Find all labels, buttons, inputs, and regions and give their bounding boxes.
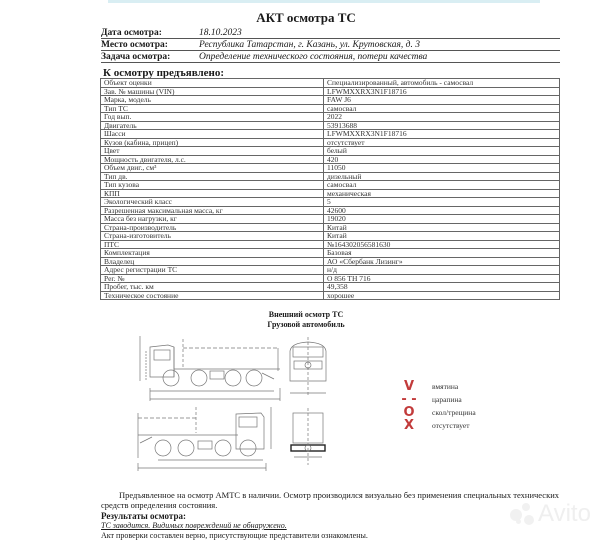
spec-label: Комплектация [101, 249, 324, 258]
spec-value: н/д [324, 266, 560, 275]
meta-value: 18.10.2023 [199, 28, 242, 38]
spec-label: Разрешенная максимальная масса, кг [101, 206, 324, 215]
dent-symbol-icon: V [403, 379, 415, 394]
spec-value: 11050 [324, 164, 560, 173]
spec-label: Зав. № машины (VIN) [101, 87, 324, 96]
truck-front-view [290, 337, 326, 397]
table-row [101, 198, 560, 207]
spec-label: Страна-производитель [101, 223, 324, 232]
spec-label: Пробег, тыс. км [101, 283, 324, 292]
table-row [101, 130, 560, 139]
table-row [101, 215, 560, 224]
truck-side-view-right [138, 407, 271, 471]
spec-value: FAW J6 [324, 96, 560, 105]
damage-legend [398, 380, 476, 432]
meta-block [101, 28, 560, 64]
spec-value: О 856 ТН 716 [324, 274, 560, 283]
table-row [101, 232, 560, 241]
results-value: ТС заводится. Видимых повреждений не обнаружено. [101, 521, 287, 530]
legend-item-missing [398, 419, 476, 432]
results-heading: Результаты осмотра: [101, 511, 186, 521]
spec-value: Базовая [324, 249, 560, 258]
table-row [101, 164, 560, 173]
spec-value: самосвал [324, 104, 560, 113]
legend-label: вмятина [432, 382, 459, 391]
truck-side-view-left [140, 336, 280, 401]
meta-row-place [101, 40, 560, 51]
spec-value: 42600 [324, 206, 560, 215]
spec-label: Цвет [101, 147, 324, 156]
spec-label: Тип кузова [101, 181, 324, 190]
spec-label: Марка, модель [101, 96, 324, 105]
table-row [101, 249, 560, 258]
section-heading: К осмотру предъявлено: [103, 67, 225, 79]
spec-value: 2022 [324, 113, 560, 122]
spec-value: отсутствует [324, 138, 560, 147]
legend-label: царапина [432, 395, 462, 404]
spec-label: Адрес регистрации ТС [101, 266, 324, 275]
meta-label: Задача осмотра: [101, 52, 171, 62]
table-row [101, 181, 560, 190]
spec-value: 19020 [324, 215, 560, 224]
top-strip [108, 0, 540, 3]
spec-value: LFWMXXRX3N1F18716 [324, 130, 560, 139]
spec-value: дизельный [324, 172, 560, 181]
spec-label: Объем двиг., см³ [101, 164, 324, 173]
spec-label: ПТС [101, 240, 324, 249]
spec-label: Тип дв. [101, 172, 324, 181]
document-title: АКТ осмотра ТС [256, 10, 356, 25]
spec-value: Китай [324, 223, 560, 232]
watermark-text: Avito [538, 500, 591, 527]
table-row [101, 283, 560, 292]
spec-value: АО «Сбербанк Лизинг» [324, 257, 560, 266]
spec-value: белый [324, 147, 560, 156]
inspection-paragraph: Предъявленное на осмотр АМТС в наличии. Осмотр производился визуально без применения специальных технических средств определения состояния. [101, 490, 559, 510]
spec-label: Год вып. [101, 113, 324, 122]
spec-value: Китай [324, 232, 560, 241]
spec-label: Масса без нагрузки, кг [101, 215, 324, 224]
spec-value: 53913688 [324, 121, 560, 130]
spec-label: Рег. № [101, 274, 324, 283]
table-row [101, 147, 560, 156]
table-row [101, 291, 560, 300]
spec-label: Владелец [101, 257, 324, 266]
meta-label: Дата осмотра: [101, 28, 162, 38]
spec-label: Страна-изготовитель [101, 232, 324, 241]
spec-label: Мощность двигателя, л.с. [101, 155, 324, 164]
truck-rear-view [291, 408, 325, 465]
truck-diagram [128, 333, 378, 478]
spec-value: 49,358 [324, 283, 560, 292]
spec-value: самосвал [324, 181, 560, 190]
spec-value: хорошее [324, 291, 560, 300]
spec-label: КПП [101, 189, 324, 198]
spec-label: Кузов (кабина, прицеп) [101, 138, 324, 147]
spec-label: Тип ТС [101, 104, 324, 113]
avito-logo-icon [510, 503, 536, 525]
exterior-heading: Внешний осмотр ТС [268, 310, 344, 319]
meta-row-date [101, 28, 560, 39]
spec-value: Специализированный, автомобиль - самосвал [324, 79, 560, 88]
scratch-symbol-icon: - - [401, 392, 417, 407]
spec-label: Двигатель [101, 121, 324, 130]
spec-table [100, 78, 560, 300]
table-row [101, 96, 560, 105]
table-row [101, 79, 560, 88]
spec-value: 420 [324, 155, 560, 164]
legend-label: отсутствует [432, 421, 470, 430]
spec-value: №164302056581630 [324, 240, 560, 249]
meta-label: Место осмотра: [101, 40, 168, 50]
avito-watermark [510, 500, 591, 528]
table-row [101, 113, 560, 122]
meta-value: Республика Татарстан, г. Казань, ул. Крутовская, д. 3 [199, 40, 420, 50]
table-row [101, 266, 560, 275]
chip-symbol-icon: O [403, 405, 415, 420]
spec-label: Экологический класс [101, 198, 324, 207]
meta-row-task [101, 52, 560, 63]
spec-label: Шасси [101, 130, 324, 139]
spec-value: LFWMXXRX3N1F18716 [324, 87, 560, 96]
missing-symbol-icon: X [403, 418, 415, 433]
spec-value: 5 [324, 198, 560, 207]
results-closing: Акт проверки составлен верно, присутствующие представители ознакомлены. [101, 531, 368, 540]
spec-label: Техническое состояние [101, 291, 324, 300]
exterior-subheading: Грузовой автомобиль [267, 320, 345, 329]
meta-value: Определение технического состояния, потери качества [199, 52, 428, 62]
legend-label: скол/трещина [432, 408, 476, 417]
spec-label: Объект оценки [101, 79, 324, 88]
spec-value: механическая [324, 189, 560, 198]
